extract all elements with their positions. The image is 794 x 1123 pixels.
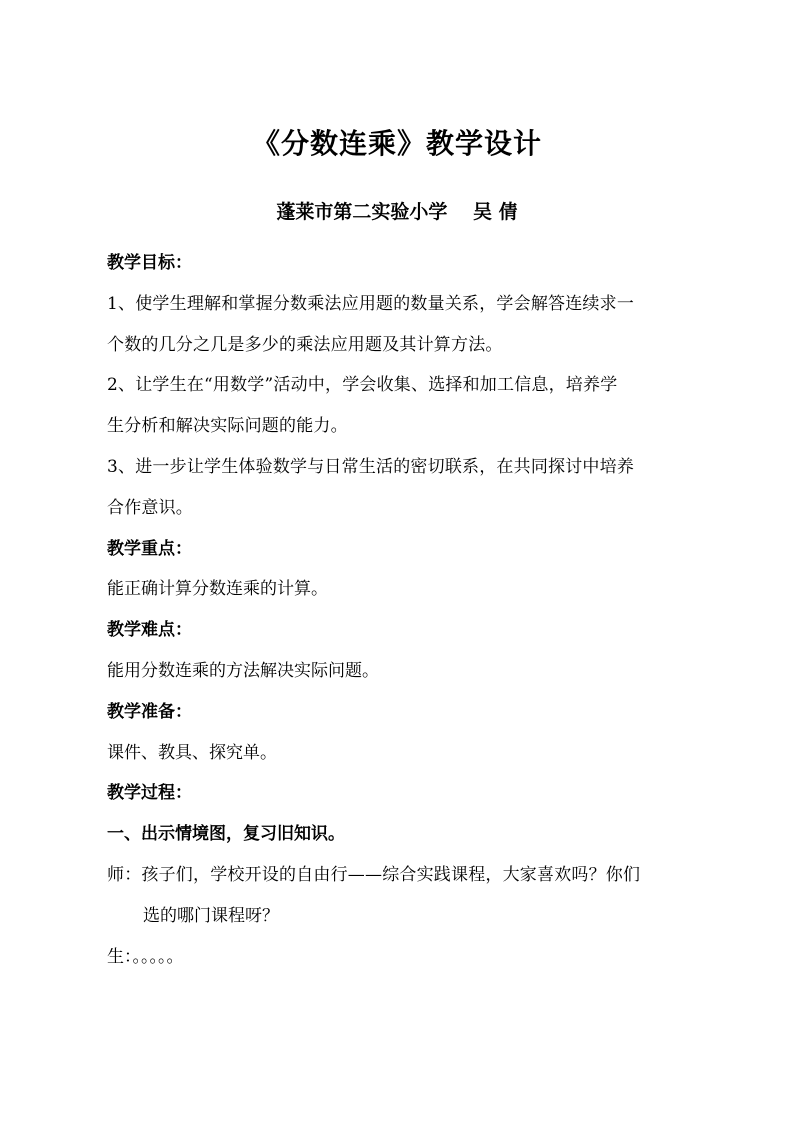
objectives-heading: 教学目标： [107, 253, 192, 273]
keypoint-heading: 教学重点： [107, 538, 192, 559]
objective-2-line-2: 生分析和解决实际问题的能力。 [107, 416, 348, 437]
difficulty-heading: 教学难点： [107, 620, 192, 641]
student-line: 生：。。。。。 [107, 946, 184, 967]
objective-3-line-1: 3、进一步让学生体验数学与日常生活的密切联系，在共同探讨中培养 [107, 456, 635, 477]
keypoint-text: 能正确计算分数连乘的计算。 [107, 579, 328, 600]
preparation-heading: 教学准备： [107, 701, 192, 722]
objective-2-line-1: 2、让学生在“用数学”活动中，学会收集、选择和加工信息，培养学 [107, 375, 618, 396]
section-1-heading: 一、出示情境图，复习旧知识。 [107, 824, 345, 845]
objective-1-line-1: 1、使学生理解和掌握分数乘法应用题的数量关系，学会解答连续求一 [107, 293, 635, 314]
difficulty-text: 能用分数连乘的方法解决实际问题。 [107, 660, 379, 681]
objective-3-line-2: 合作意识。 [107, 497, 193, 518]
teacher-line-2: 选的哪门课程呀？ [143, 905, 279, 926]
document-title: 《分数连乘》教学设计 [251, 127, 542, 160]
author-line: 蓬莱市第二实验小学 吴 倩 [276, 201, 518, 223]
document-body [107, 243, 692, 977]
process-heading: 教学过程： [107, 783, 192, 804]
objective-1-line-2: 个数的几分之几是多少的乘法应用题及其计算方法。 [107, 334, 503, 355]
teacher-line-1: 师：孩子们，学校开设的自由行——综合实践课程，大家喜欢吗？你们 [107, 864, 641, 885]
preparation-text: 课件、教具、探究单。 [107, 742, 277, 763]
